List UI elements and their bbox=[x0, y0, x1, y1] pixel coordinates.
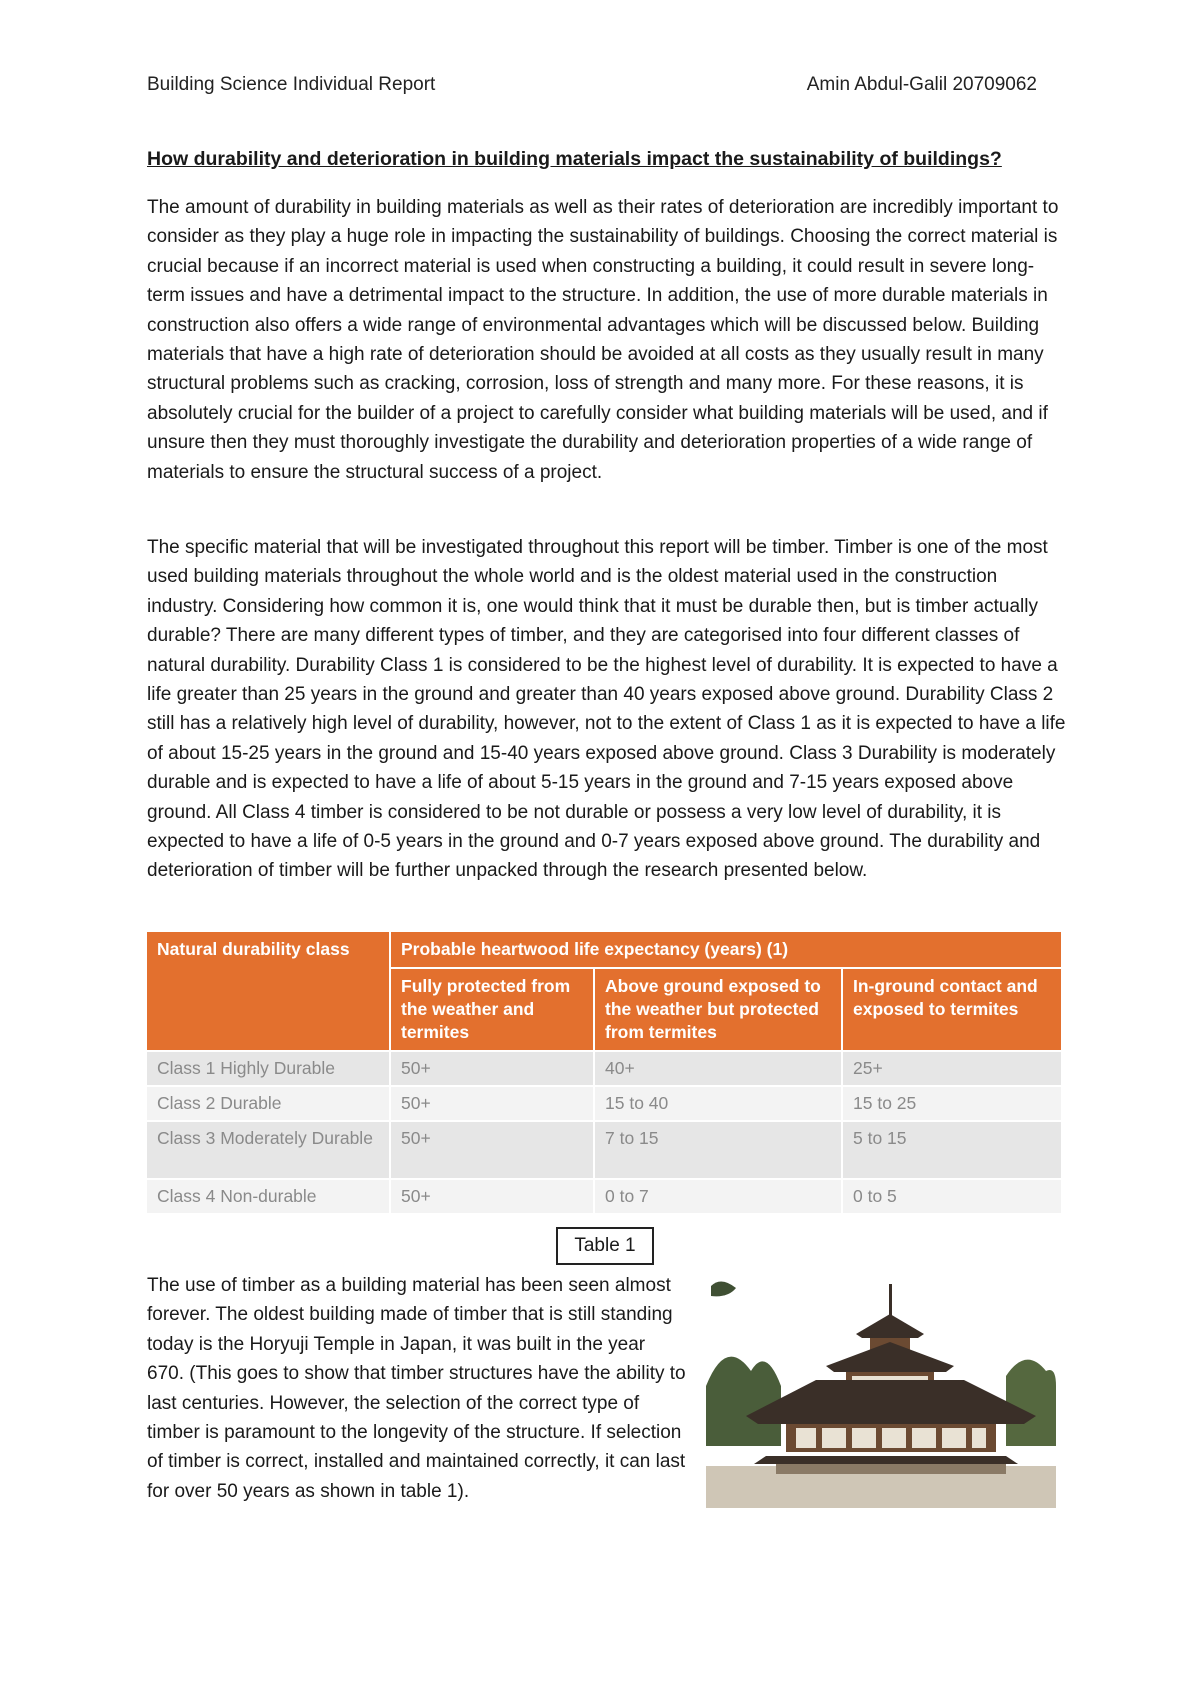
table-cell: Class 2 Durable bbox=[146, 1086, 390, 1121]
pagoda-photo bbox=[706, 1276, 1056, 1508]
table-header-life-expectancy: Probable heartwood life expectancy (years) (1) bbox=[390, 931, 1062, 968]
table-cell: 15 to 40 bbox=[594, 1086, 842, 1121]
table-cell: 25+ bbox=[842, 1051, 1062, 1086]
photo-roof-lower bbox=[754, 1456, 1018, 1464]
table-cell: Class 1 Highly Durable bbox=[146, 1051, 390, 1086]
durability-table bbox=[145, 930, 1063, 1215]
table-row bbox=[146, 1086, 1062, 1121]
table-cell: 50+ bbox=[390, 1086, 594, 1121]
photo-trees-right bbox=[1006, 1360, 1056, 1446]
table-cell: 40+ bbox=[594, 1051, 842, 1086]
table-row bbox=[146, 1179, 1062, 1214]
photo-wall bbox=[796, 1428, 986, 1448]
photo-trees-left bbox=[706, 1357, 781, 1446]
header-author: Amin Abdul-Galil 20709062 bbox=[806, 74, 1037, 95]
table-cell: 5 to 15 bbox=[842, 1121, 1062, 1179]
table-subheader-above-ground: Above ground exposed to the weather but protected from termites bbox=[594, 968, 842, 1051]
paragraph-horyuji: The use of timber as a building material has been seen almost forever. The oldest building made of timber that is still standing today is the Horyuji Temple in Japan, it was built in the year 670. (This goes to show that timber structures have the ability to last centuries. However, the selection of the correct type of timber is paramount to the longevity of the structure. If selection of timber is correct, installed and maintained correctly, it can last for over 50 years as shown in table 1). bbox=[147, 1275, 686, 1502]
report-title: How durability and deterioration in building materials impact the sustainability of buildings? bbox=[147, 148, 1002, 170]
table-row bbox=[146, 1121, 1062, 1179]
table-cell: 50+ bbox=[390, 1121, 594, 1179]
table-cell: 0 to 7 bbox=[594, 1179, 842, 1214]
table-row bbox=[146, 1051, 1062, 1086]
table-cell: 7 to 15 bbox=[594, 1121, 842, 1179]
table-cell: 15 to 25 bbox=[842, 1086, 1062, 1121]
header-report-name: Building Science Individual Report bbox=[147, 74, 436, 95]
pagoda-illustration bbox=[706, 1276, 1056, 1508]
photo-base bbox=[776, 1464, 1006, 1474]
paragraph-intro: The amount of durability in building materials as well as their rates of deterioration are incredibly important to consider as they play a huge role in impacting the sustainability of buildings. Choosing the correct material is crucial because if an incorrect material is used when constructing a building, it could result in severe long-term issues and have a detrimental impact to the structure. In addition, the use of more durable materials in construction also offers a wide range of environmental advantages which will be discussed below. Building materials that have a high rate of deterioration should be avoided at all costs as they usually result in many structural problems such as cracking, corrosion, loss of strength and many more. For these reasons, it is absolutely crucial for the builder of a project to carefully consider what building materials will be used, and if unsure then they must thoroughly investigate the durability and deterioration properties of a wide range of materials to ensure the structural success of a project. bbox=[147, 197, 1059, 483]
page-header bbox=[147, 74, 1037, 96]
table-cell: 50+ bbox=[390, 1051, 594, 1086]
table-cell: 50+ bbox=[390, 1179, 594, 1214]
table-cell: Class 3 Moderately Durable bbox=[146, 1121, 390, 1179]
table-header-durability-class: Natural durability class bbox=[146, 931, 390, 1051]
paragraph-timber: The specific material that will be investigated throughout this report will be timber. Timber is one of the most used building materials throughout the whole world and is the oldest material used in the construction industry. Considering how common it is, one would think that it must be durable then, but is timber actually durable? There are many different types of timber, and they are categorised into four different classes of natural durability. Durability Class 1 is considered to be the highest level of durability. It is expected to have a life greater than 25 years in the ground and greater than 40 years exposed above ground. Durability Class 2 still has a relatively high level of durability, however, not to the extent of Class 1 as it is expected to have a life of about 15-25 years in the ground and 15-40 years exposed above ground. Class 3 Durability is moderately durable and is expected to have a life of about 5-15 years in the ground and 7-15 years exposed above ground. All Class 4 timber is considered to be not durable or possess a very low level of durability, it is expected to have a life of 0-5 years in the ground and 0-7 years exposed above ground. The durability and deterioration of timber will be further unpacked through the research presented below. bbox=[147, 537, 1066, 882]
table-cell: 0 to 5 bbox=[842, 1179, 1062, 1214]
table-subheader-in-ground: In-ground contact and exposed to termites bbox=[842, 968, 1062, 1051]
table-cell: Class 4 Non-durable bbox=[146, 1179, 390, 1214]
table-caption: Table 1 bbox=[556, 1227, 654, 1265]
table-subheader-protected: Fully protected from the weather and termites bbox=[390, 968, 594, 1051]
